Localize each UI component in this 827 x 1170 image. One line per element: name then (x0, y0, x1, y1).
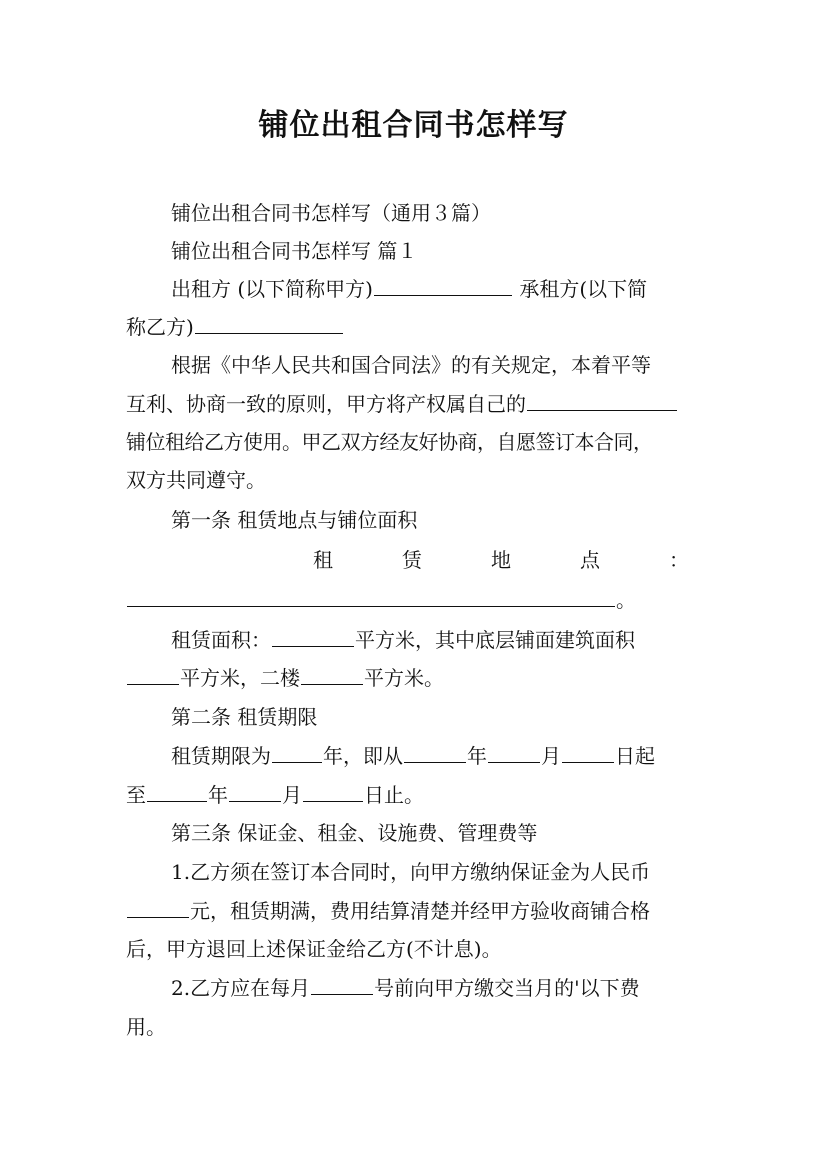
blank-underline (195, 313, 343, 334)
text-fragment: 出租方 (以下简称甲方) (171, 277, 373, 301)
text-fragment: 平方米，其中底层铺面建筑面积 (355, 628, 635, 652)
article-heading: 第二条 租赁期限 (171, 705, 318, 729)
text-fragment: 平方米，二楼 (180, 666, 300, 690)
spaced-char: ： (669, 548, 689, 572)
paragraph-line: 用。 (126, 1015, 166, 1039)
blank-underline (404, 742, 466, 763)
paragraph-line: 铺位租给乙方使用。甲乙双方经友好协商，自愿签订本合同， (126, 430, 653, 454)
spaced-char: 点 (580, 548, 600, 572)
text-fragment: 年，即从 (323, 744, 403, 768)
section-heading: 铺位出租合同书怎样写 篇１ (171, 239, 418, 263)
subtitle-line: 铺位出租合同书怎样写（通用３篇） (171, 201, 491, 225)
text-fragment: 年 (467, 744, 487, 768)
text-fragment: 至 (126, 783, 146, 807)
document-title: 铺位出租合同书怎样写 (258, 108, 569, 143)
blank-underline (311, 974, 373, 995)
blank-underline (272, 742, 322, 763)
spaced-char: 地 (491, 548, 511, 572)
blank-underline (488, 742, 540, 763)
blank-underline (527, 390, 677, 411)
blank-underline (127, 586, 615, 607)
blank-underline (303, 781, 363, 802)
paragraph-line: 1.乙方须在签订本合同时，向甲方缴纳保证金为人民币 (171, 860, 651, 884)
paragraph-line (126, 389, 701, 419)
text-fragment: 。 (616, 588, 636, 612)
spaced-label-line (313, 545, 689, 575)
text-fragment: 称乙方) (126, 315, 194, 339)
article-heading: 第一条 租赁地点与铺位面积 (171, 508, 418, 532)
text-fragment: 日止。 (364, 783, 424, 807)
article-heading: 第三条 保证金、租金、设施费、管理费等 (171, 821, 538, 845)
blank-underline (301, 664, 363, 685)
text-fragment: 平方米。 (364, 666, 444, 690)
text-fragment: 2.乙方应在每月 (171, 976, 311, 1000)
paragraph-line (171, 973, 701, 1003)
text-fragment: 月 (541, 744, 561, 768)
text-fragment: 承租方(以下简 (512, 277, 648, 301)
paragraph-line: 根据《中华人民共和国合同法》的有关规定，本着平等 (171, 353, 651, 377)
blank-underline (229, 781, 281, 802)
blank-underline (127, 897, 189, 918)
spaced-char: 租 (313, 548, 333, 572)
blank-underline (374, 275, 512, 296)
text-fragment: 租赁面积： (171, 628, 271, 652)
party-a-line (171, 274, 701, 304)
paragraph-line: 后，甲方退回上述保证金给乙方(不计息)。 (126, 937, 502, 961)
blank-underline (127, 664, 179, 685)
term-line (171, 741, 701, 771)
area-line (171, 625, 701, 655)
text-fragment: 月 (282, 783, 302, 807)
text-fragment: 元，租赁期满，费用结算清楚并经甲方验收商铺合格 (190, 899, 650, 923)
paragraph-line (126, 896, 701, 926)
blank-underline (147, 781, 207, 802)
blank-underline (272, 626, 354, 647)
blank-underline (562, 742, 614, 763)
text-fragment: 号前向甲方缴交当月的'以下费 (374, 976, 640, 1000)
address-blank-line (126, 585, 701, 615)
text-fragment: 互利、协商一致的原则，甲方将产权属自己的 (126, 392, 526, 416)
spaced-char: 赁 (402, 548, 422, 572)
text-fragment: 日起 (615, 744, 655, 768)
text-fragment: 年 (208, 783, 228, 807)
area-line (126, 663, 701, 693)
paragraph-line: 双方共同遵守。 (126, 468, 266, 492)
text-fragment: 租赁期限为 (171, 744, 271, 768)
party-b-line (126, 312, 701, 342)
term-line (126, 780, 701, 810)
